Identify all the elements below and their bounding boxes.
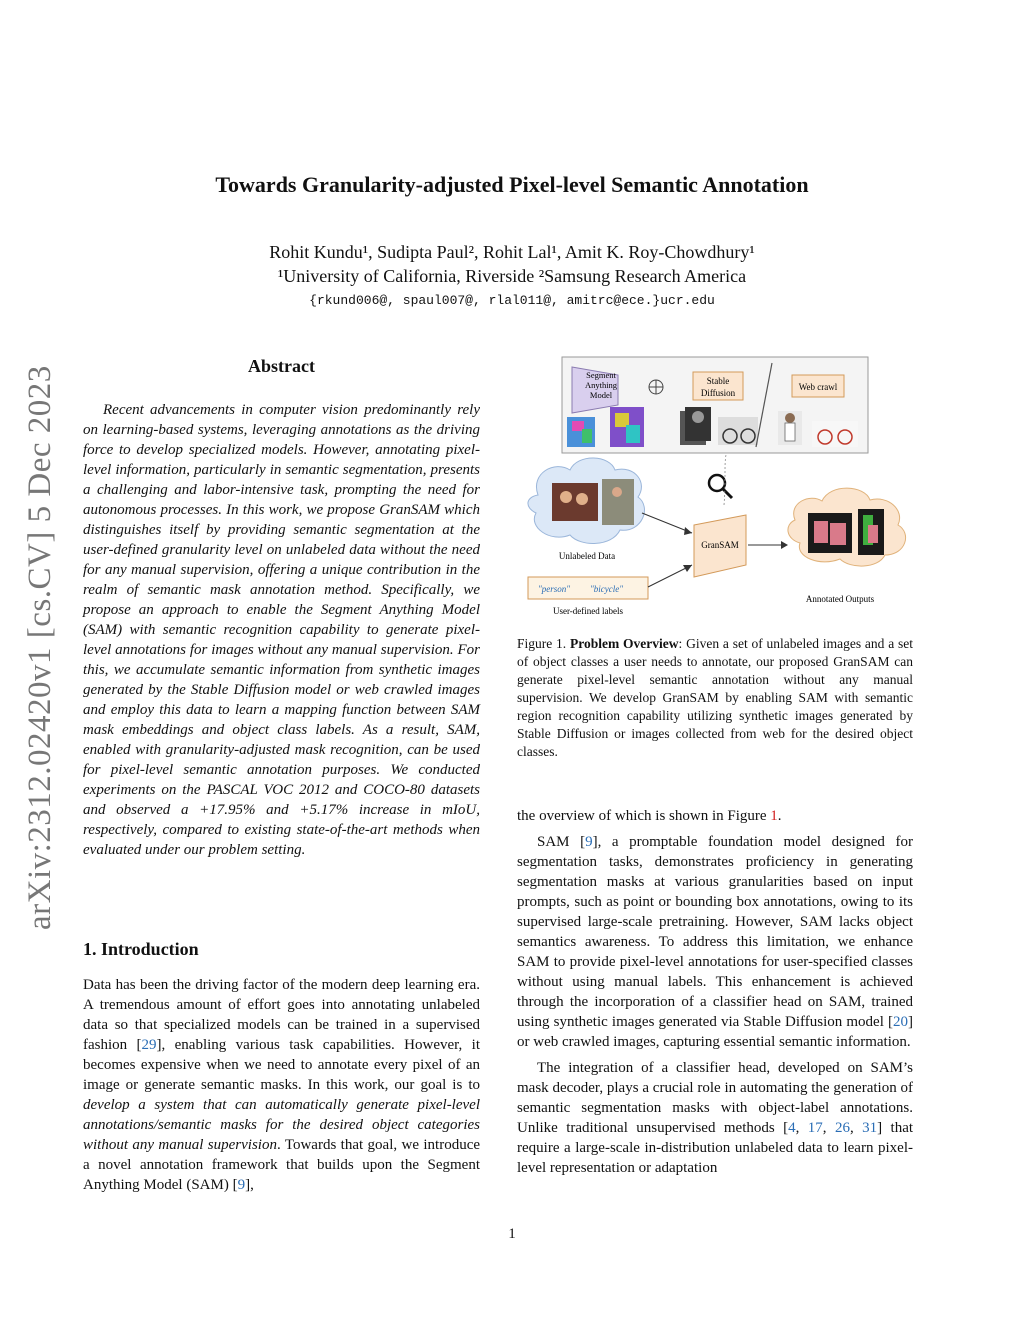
citation-separator: ,	[822, 1120, 835, 1136]
author-block	[0, 240, 1024, 288]
sam-text-c: ] or web crawled images, capturing essential semantic information.	[517, 1014, 913, 1050]
citation-separator: ,	[849, 1120, 863, 1136]
label-person: "person"	[538, 584, 571, 594]
caption-text: : Given a set of unlabeled images and a set of object classes a user needs to annotate, our proposed GranSAM can generate pixel-level semantic annotation without any manual supervision. We develop GranSAM by enabling SAM with semantic region recognition capability utilizing synthetic images generated by Stable Diffusion or images collected from web for the desired object classes.	[517, 636, 913, 759]
citation-link[interactable]: 9	[237, 1177, 246, 1193]
citation-separator: ,	[795, 1120, 808, 1136]
author-list: Rohit Kundu¹, Sudipta Paul², Rohit Lal¹, Amit K. Roy-Chowdhury¹	[269, 242, 755, 262]
caption-prefix: Figure 1.	[517, 636, 570, 651]
sam-label-2: Anything	[584, 380, 618, 390]
web-crawl-label: Web crawl	[798, 382, 838, 392]
intro-text-d: ],	[245, 1177, 254, 1193]
input-arrow	[642, 513, 692, 533]
intro-goal-italic: develop a system that can automatically generate pixel-level annotations/semantic masks for the desired object categories without any manual supervision	[83, 1097, 480, 1153]
intro-text-b: ], enabling various task capabilities. However, it becomes expensive when we need to annotate every pixel of an image or generate semantic masks. In this work, our goal is to	[83, 1037, 480, 1093]
overview-sentence	[517, 806, 913, 826]
intro-text-a: Data has been the driving factor of the modern deep learning era. A tremendous amount of effort goes into annotating unlabeled data so that specialized models can be trained in a supervised fashion [	[83, 977, 480, 1053]
sam-mask-region	[626, 425, 640, 443]
annotated-outputs-label: Annotated Outputs	[805, 594, 875, 604]
stable-label-1: Stable	[706, 376, 730, 386]
citation-link[interactable]: 4	[788, 1120, 796, 1136]
introduction-paragraph	[83, 975, 480, 1195]
overview-text: the overview of which is shown in Figure	[517, 808, 771, 824]
sam-text-b: ], a promptable foundation model designed for segmentation tasks, demonstrates proficiency in generating segmentation masks at various granularities based on input prompts, such as point or bounding box annotations, owing to its supervised large-scale pretraining. However, SAM lacks object semantics awareness. To address this limitation, we enhance SAM to provide pixel-level annotations for user-specified classes without using manual labels. This enhancement is achieved through the incorporation of a classifier head on SAM, trained using synthetic images generated via Stable Diffusion model [	[517, 834, 913, 1030]
integration-text-a: The integration of a classifier head, developed on SAM’s mask decoder, plays a crucial role in automating the generation of semantic segmentation masks with object-label annotations. Unlike traditional unsupervised methods [	[517, 1060, 913, 1136]
sam-label-1: Segment	[586, 370, 616, 380]
introduction-heading: 1. Introduction	[83, 939, 199, 959]
sam-text-a: SAM [	[537, 834, 586, 850]
sam-paragraph	[517, 832, 913, 1052]
arxiv-identifier: arXiv:2312.02420v1 [cs.CV] 5 Dec 2023	[22, 365, 58, 930]
abstract-text: Recent advancements in computer vision predominantly rely on learning-based systems, leveraging annotations as the driving force to develop specialized models. However, annotating pixel-level information, particularly in semantic segmentation, presents a challenging and labor-intensive task, prompting the need for autonomous processes. In this work, we propose GranSAM which distinguishes itself by providing semantic segmentation at the user-defined granularity level on unlabeled data without the need for any manual supervision, offering a unique contribution in the realm of semantic mask annotation method. Specifically, we propose an approach to enable the Segment Anything Model (SAM) with semantic recognition capability to generate pixel-level annotations for images without any manual supervision. For this, we accumulate semantic information from synthetic images generated by the Stable Diffusion model or web crawled images and employ this data to learn a mapping function between SAM mask embeddings and object class labels. As a result, SAM, enabled with granularity-adjusted mask recognition, can be used for pixel-level semantic annotation purposes. We conducted experiments on the PASCAL VOC 2012 and COCO-80 datasets and observed a +17.95% and +5.17% increase in mIoU, respectively, compared to existing state-of-the-art methods when evaluated under our problem setting.	[83, 402, 480, 858]
magnifier-icon	[709, 475, 725, 491]
paper-title: Towards Granularity-adjusted Pixel-level Semantic Annotation	[215, 172, 809, 197]
sam-mask-region	[615, 413, 629, 427]
integration-paragraph	[517, 1058, 913, 1178]
unlabeled-image-1	[552, 483, 598, 521]
stable-label-2: Diffusion	[700, 388, 736, 398]
citation-link[interactable]: 29	[141, 1037, 157, 1053]
figure-reference-link[interactable]: 1	[770, 808, 778, 824]
sam-mask-region	[582, 429, 592, 443]
affiliations: ¹University of California, Riverside ²Samsung Research America	[277, 266, 747, 286]
label-bicycle: "bicycle"	[590, 584, 624, 594]
right-column-body	[517, 806, 913, 1184]
figure-caption	[517, 635, 913, 761]
citation-link[interactable]: 9	[585, 834, 593, 850]
unlabeled-data-label: Unlabeled Data	[558, 551, 616, 561]
intro-text-c: . Towards that goal, we introduce a novel annotation framework that builds upon the Segment Anything Model (SAM) [	[83, 1137, 481, 1193]
author-emails: {rkund006@, spaul007@, rlal011@, amitrc@ece.}ucr.edu	[309, 293, 715, 308]
figure-1	[520, 355, 915, 620]
citation-link[interactable]: 31	[862, 1120, 878, 1136]
overview-period: .	[777, 808, 782, 824]
citation-link[interactable]: 26	[834, 1120, 850, 1136]
page-number: 1	[508, 1226, 516, 1242]
caption-bold: Problem Overview	[570, 636, 679, 651]
sam-label-3: Model	[589, 390, 613, 400]
unlabeled-image-2	[602, 479, 634, 525]
citation-link[interactable]: 20	[893, 1014, 908, 1030]
user-defined-labels-caption: User-defined labels	[552, 606, 624, 616]
gransam-label: GranSAM	[701, 540, 739, 550]
citation-link[interactable]: 17	[807, 1120, 823, 1136]
integration-text-b: ] that require a large-scale in-distribution unlabeled data to learn pixel-level representation or adaptation	[517, 1120, 914, 1176]
abstract-heading: Abstract	[248, 356, 315, 376]
